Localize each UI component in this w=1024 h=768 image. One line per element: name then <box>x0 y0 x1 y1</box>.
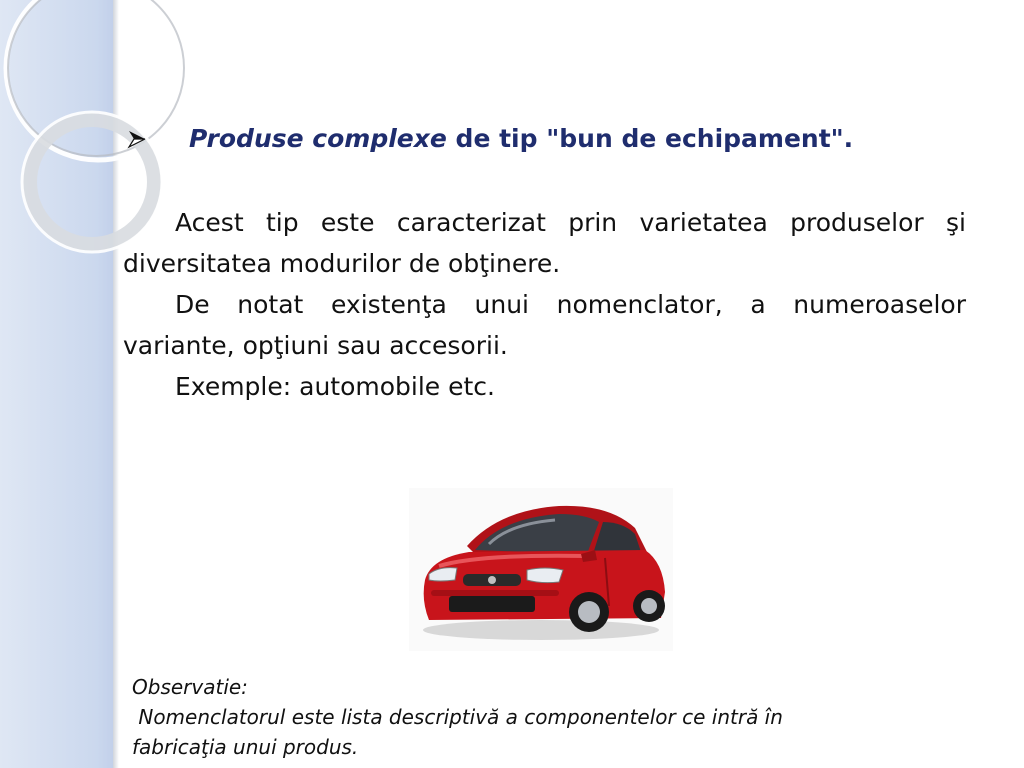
note-line-1: Nomenclatorul este lista descriptivă a componentelor ce intră în <box>132 705 783 729</box>
arrowhead-bullet-icon <box>125 127 149 151</box>
paragraph-3: Exemple: automobile etc. <box>175 372 495 401</box>
heading-emphasis: Produse complexe <box>189 124 447 153</box>
paragraph-1: Acest tip este caracterizat prin varietatea produselor şi diversitatea modurilor de obţinere. <box>123 208 966 278</box>
heading-text <box>189 124 853 153</box>
observation-note <box>132 672 972 762</box>
slide-heading <box>123 124 966 164</box>
note-title: Observatie: <box>132 675 248 699</box>
heading-rest: de tip "bun de echipament". <box>446 124 854 153</box>
paragraph-2: De notat existenţa unui nomenclator, a numeroaselor variante, opţiuni sau accesorii. <box>123 290 966 360</box>
note-line-2: fabricaţia unui produs. <box>132 735 359 759</box>
car-image <box>409 488 673 651</box>
slide-body <box>123 202 966 407</box>
